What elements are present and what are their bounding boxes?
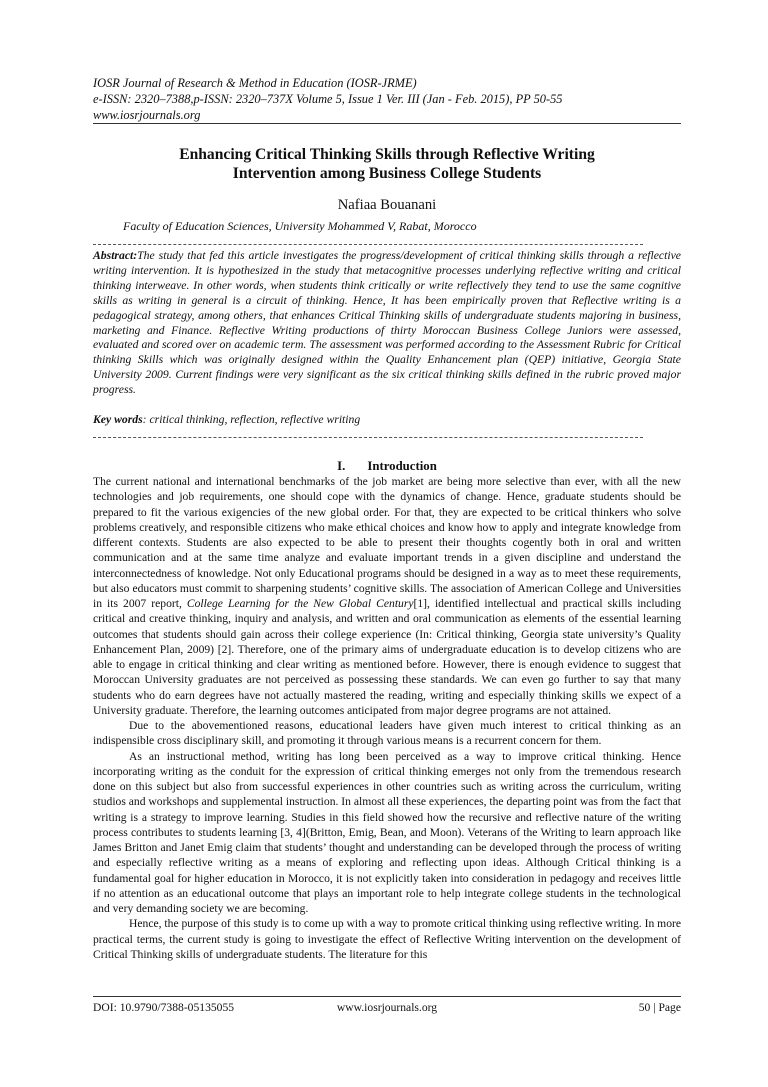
paragraph-2: Due to the abovementioned reasons, educational leaders have given much interest to critical thinking as an indispensible cross disciplinary skill, and promoting it through various means is a recurrent concern for them.: [93, 719, 681, 748]
abstract-top-divider: [93, 244, 643, 245]
keywords-text: : critical thinking, reflection, reflective writing: [142, 413, 361, 426]
cited-report-title: College Learning for the New Global Century: [186, 597, 414, 610]
footer-doi: DOI: 10.9790/7388-05135055: [93, 1001, 235, 1014]
keywords-label: Key words: [93, 413, 143, 426]
section-number: I.: [337, 459, 346, 473]
section-heading-introduction: [93, 458, 681, 474]
footer-page-number: 50 | Page: [638, 1001, 681, 1014]
footer-divider: [93, 996, 681, 997]
paper-title-line-1: Enhancing Critical Thinking Skills through Reflective Writing: [179, 146, 595, 163]
paragraph-1: [93, 474, 681, 718]
journal-name: IOSR Journal of Research & Method in Education (IOSR-JRME): [93, 76, 417, 90]
page-footer: [93, 1000, 681, 1016]
abstract-label: Abstract:: [93, 249, 138, 262]
journal-header: [93, 75, 681, 123]
body-text: [93, 474, 681, 962]
section-title: Introduction: [367, 459, 437, 473]
paragraph-3: As an instructional method, writing has long been perceived as a way to improve critical thinking. Hence incorporating writing as the conduit for the expression of critical thinking emerges not only from the tremendous research done on this subject but also from successful experiences in other countries such as writing across the curriculum, writing studios and workshops and supplemental instruction. In almost all these experiences, the departing point was from the fact that writing is a strategy to improve learning. Studies in this field showed how the recursive and reflective nature of the writing process contributes to students learning [3, 4](Britton, Emig, Bean, and Moon). Veterans of the Writing to learn approach like James Britton and Janet Emig claim that students’ thought and understanding can be developed through the process of writing and especially reflective writing as a means of exploring and reflecting upon ideas. Although Critical thinking is a fundamental goal for higher education in Morocco, it is not explicitly taken into consideration in pedagogy and receives little if no attention as an educational outcome that plays an important role to help integrate college students in the technological and very demanding society we are becoming.: [93, 749, 681, 915]
journal-issn-volume: e-ISSN: 2320–7388,p-ISSN: 2320–737X Volume 5, Issue 1 Ver. III (Jan - Feb. 2015), PP 50-55: [93, 92, 563, 106]
paper-title: [93, 145, 681, 183]
keywords: [93, 412, 681, 427]
abstract-bottom-divider: [93, 437, 643, 438]
abstract-text: The study that fed this article investigates the progress/development of critical thinking skills through a reflective writing intervention. It is hypothesized in the study that metacognitive processes underlying reflective writing and critical thinking interweave. In other words, when students think critically or write reflectively they tend to use the same cognitive skills as writing in general is a circuit of thinking. Hence, It has been empirically proven that Reflective writing is a pedagogical strategy, among others, that enhances Critical Thinking skills of undergraduate students majoring in business, marketing and Finance. Reflective Writing productions of thirty Moroccan Business College Juniors were assessed, evaluated and scored over on academic term. The assessment was performed according to the Assessment Rubric for Critical thinking Skills which was originally designed within the Quality Enhancement plan (QEP) initiative, Georgia State University 2009. Current findings were very significant as the six critical thinking skills defined in the rubric proved major progress.: [93, 249, 681, 397]
header-divider: [93, 123, 681, 124]
author-name: Nafiaa Bouanani: [337, 197, 437, 213]
author-affiliation: Faculty of Education Sciences, University Mohammed V, Rabat, Morocco: [123, 219, 477, 233]
abstract: [93, 249, 681, 398]
paragraph-4: Hence, the purpose of this study is to come up with a way to promote critical thinking using reflective writing. In more practical terms, the current study is going to investigate the effect of Reflective Writing intervention on the development of Critical Thinking skills of undergraduate students. The literature for this: [93, 917, 681, 961]
paper-title-line-2: Intervention among Business College Students: [232, 165, 542, 182]
paragraph-1-part-b: [1], identified intellectual and practical skills including critical and creative thinking, inquiry and analysis, and written and oral communication as elements of the essential learning outcomes that students should gain across their college experience (In: Critical thinking, Georgia state university’s Quality Enhancement Plan, 2009) [2]. Therefore, one of the primary aims of undergraduate education is to develop citizens who are able to engage in critical thinking and clear writing as mentioned before. However, there is enough evidence to suggest that Moroccan University graduates are not perceived as possessing these standards. We can even go further to say that many students who do earn degrees have not actually mastered the reading, writing and especially thinking skills we expect of a University graduate. Therefore, the learning outcomes anticipated from major degree programs are not attained.: [93, 597, 681, 717]
paragraph-1-part-a: The current national and international benchmarks of the job market are being more selective than ever, with all the new technologies and job requirements, one should cope with the dynamics of change. Hence, graduate students should be prepared to fit the various exigencies of the new global order. For that, they are expected to be critical thinkers who solve problems creatively, and responsible citizens who make ethical choices and know how to apply and integrate knowledge from different contexts. Students are also expected to be able to present their thoughts cogently both in oral and written communication and at the same time analyze and evaluate important trends in a given discipline and understand the interconnectedness of knowledge. Not only Educational programs should be designed in a way as to meet these requirements, but also educators must commit to sharpening students’ cognitive skills. The association of American College and Universities in its 2007 report,: [93, 475, 681, 610]
footer-site-url[interactable]: www.iosrjournals.org: [336, 1001, 438, 1014]
journal-url[interactable]: www.iosrjournals.org: [93, 108, 201, 122]
